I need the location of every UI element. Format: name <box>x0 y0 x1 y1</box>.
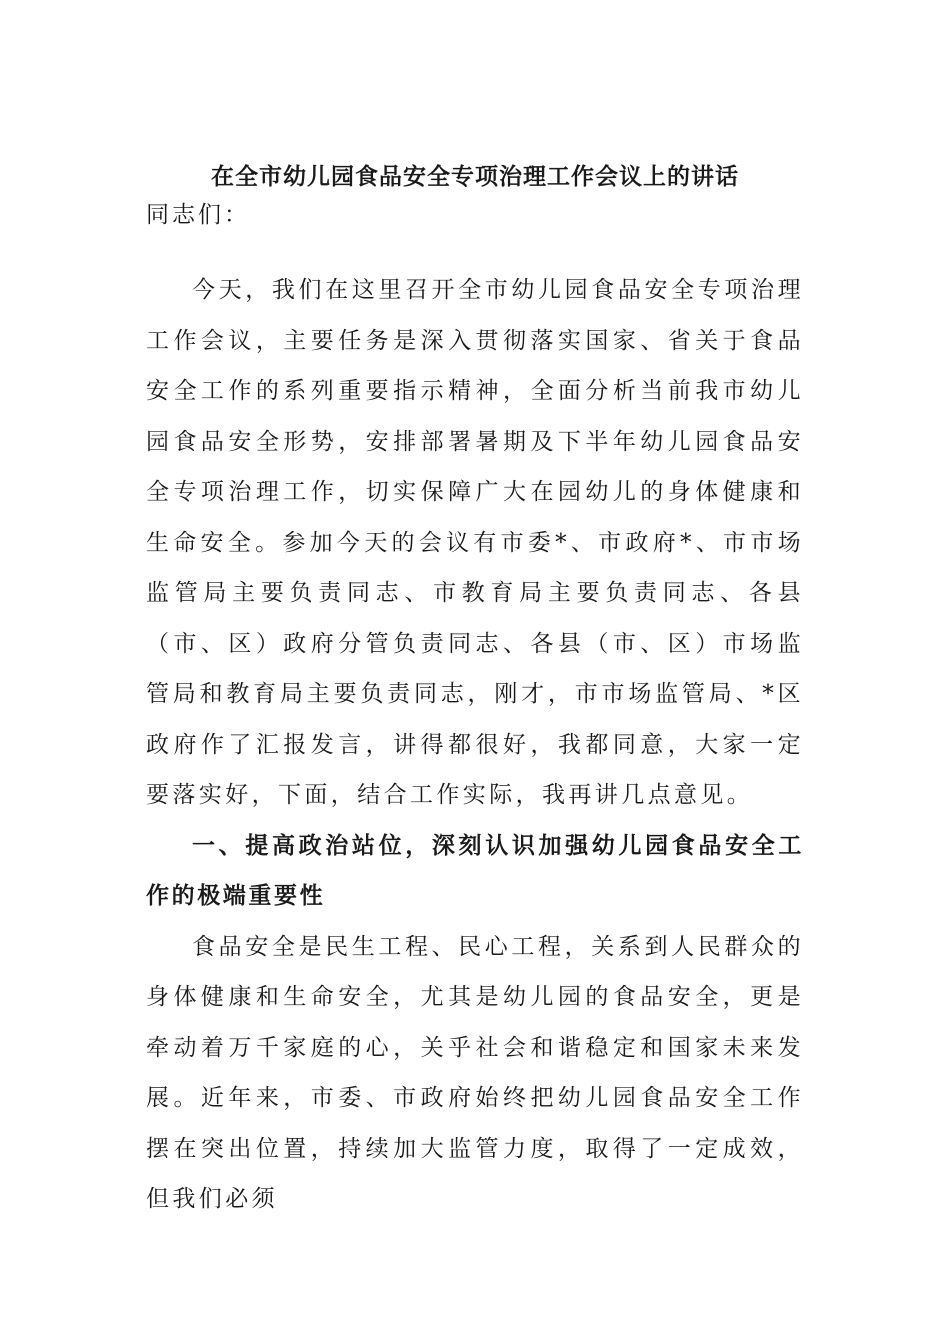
section-heading-1: 一、提高政治站位，深刻认识加强幼儿园食品安全工作的极端重要性 <box>146 832 804 909</box>
document-body <box>146 265 804 1225</box>
section-1-paragraph: 食品安全是民生工程、民心工程，关系到人民群众的身体健康和生命安全，尤其是幼儿园的食品安全，更是牵动着万千家庭的心，关乎社会和谐稳定和国家未来发展。近年来，市委、市政府始终把幼儿园食品安全工作摆在突出位置，持续加大监管力度，取得了一定成效，但我们必须 <box>146 933 804 1212</box>
document-title: 在全市幼儿园食品安全专项治理工作会议上的讲话 <box>211 164 739 190</box>
opening-paragraph: 今天，我们在这里召开全市幼儿园食品安全专项治理工作会议，主要任务是深入贯彻落实国家、省关于食品安全工作的系列重要指示精神，全面分析当前我市幼儿园食品安全形势，安排部署暑期及下半年幼儿园食品安全专项治理工作，切实保障广大在园幼儿的身体健康和生命安全。参加今天的会议有市委*、市政府*、市市场监管局主要负责同志、市教育局主要负责同志、各县（市、区）政府分管负责同志、各县（市、区）市场监管局和教育局主要负责同志，刚才，市市场监管局、*区政府作了汇报发言，讲得都很好，我都同意，大家一定要落实好，下面，结合工作实际，我再讲几点意见。 <box>146 277 804 808</box>
salutation: 同志们： <box>146 202 250 228</box>
